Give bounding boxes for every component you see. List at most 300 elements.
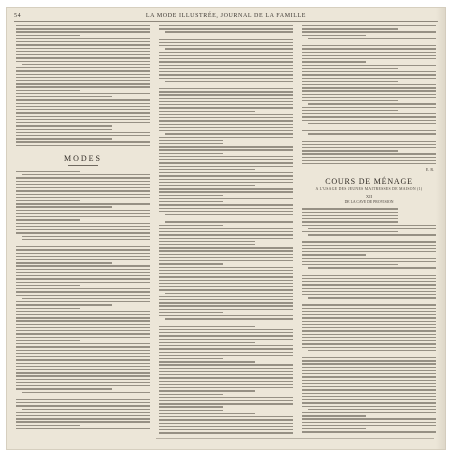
- text-line: [159, 111, 255, 112]
- text-line: [159, 283, 293, 284]
- text-line: [16, 340, 80, 341]
- text-line: [159, 419, 293, 420]
- text-line: [302, 225, 436, 226]
- text-line: [165, 81, 293, 82]
- text-line: [159, 312, 223, 313]
- text-line: [22, 64, 150, 65]
- text-line: [308, 133, 436, 134]
- text-line: [16, 421, 150, 422]
- text-line: [16, 402, 150, 403]
- text-line: [302, 386, 436, 387]
- text-line: [159, 403, 293, 404]
- text-line: [302, 337, 436, 338]
- text-line: [16, 181, 150, 182]
- text-line: [16, 80, 150, 81]
- text-line: [159, 273, 293, 274]
- text-line: [16, 44, 150, 45]
- text-line: [159, 355, 293, 356]
- text-line: [302, 107, 436, 108]
- text-line: [159, 172, 293, 173]
- text-line: [302, 55, 436, 56]
- text-line: [16, 35, 80, 36]
- column-left-text-top: [16, 25, 150, 148]
- text-line: [159, 335, 293, 336]
- text-line: [159, 267, 293, 268]
- text-line: [16, 86, 150, 87]
- text-line: [16, 418, 150, 419]
- text-line: [16, 353, 150, 354]
- text-line: [16, 103, 150, 104]
- text-line: [302, 311, 436, 312]
- text-line: [302, 48, 436, 49]
- text-line: [16, 54, 150, 55]
- text-line: [159, 149, 293, 150]
- text-line: [302, 258, 436, 259]
- text-line: [159, 244, 255, 245]
- text-line: [302, 130, 436, 131]
- text-line: [22, 236, 150, 237]
- text-line: [16, 379, 150, 380]
- text-line: [16, 412, 150, 413]
- text-line: [302, 291, 436, 292]
- text-line: [159, 410, 223, 411]
- text-line: [302, 261, 436, 262]
- text-line: [16, 278, 150, 279]
- text-line: [159, 250, 293, 251]
- text-line: [16, 223, 150, 224]
- text-line: [308, 350, 436, 351]
- text-line: [302, 100, 398, 101]
- text-line: [302, 58, 436, 59]
- text-line: [16, 194, 150, 195]
- text-line: [159, 58, 293, 59]
- text-line: [16, 343, 150, 344]
- text-line: [16, 337, 150, 338]
- text-line: [302, 71, 436, 72]
- text-line: [16, 99, 150, 100]
- text-line: [16, 119, 150, 120]
- text-line: [16, 129, 112, 130]
- text-line: [159, 368, 293, 369]
- text-line: [302, 218, 398, 219]
- running-header: [14, 11, 438, 20]
- text-line: [159, 28, 293, 29]
- text-line: [159, 361, 255, 362]
- text-line: [302, 28, 398, 29]
- text-line: [159, 65, 293, 66]
- text-line: [16, 346, 150, 347]
- text-line: [302, 373, 436, 374]
- text-line: [302, 120, 436, 121]
- text-line: [16, 363, 150, 364]
- text-line: [302, 288, 436, 289]
- text-line: [302, 383, 436, 384]
- text-line: [16, 77, 150, 78]
- text-line: [302, 376, 436, 377]
- text-line: [16, 295, 150, 296]
- text-line: [159, 94, 293, 95]
- text-line: [16, 145, 150, 146]
- text-line: [302, 90, 436, 91]
- text-line: [302, 87, 436, 88]
- text-line: [16, 83, 150, 84]
- text-line: [302, 241, 436, 242]
- text-line: [159, 156, 293, 157]
- text-line: [159, 195, 223, 196]
- text-line: [159, 175, 293, 176]
- text-line: [302, 113, 436, 114]
- text-line: [22, 392, 150, 393]
- text-line: [159, 185, 255, 186]
- text-line: [16, 388, 112, 389]
- text-line: [302, 61, 366, 62]
- text-line: [302, 284, 436, 285]
- text-line: [159, 88, 293, 89]
- text-line: [159, 42, 293, 43]
- text-line: [159, 208, 293, 209]
- text-line: [16, 399, 150, 400]
- text-line: [16, 272, 150, 273]
- text-line: [159, 374, 293, 375]
- text-line: [159, 191, 293, 192]
- text-line: [16, 109, 150, 110]
- text-line: [165, 214, 293, 215]
- column-left: [16, 25, 150, 434]
- text-line: [165, 133, 293, 134]
- cours-subheading: A L'USAGE DES JEUNES MAITRESSES DE MAISON (1): [315, 187, 423, 192]
- text-line: [16, 330, 150, 331]
- text-line: [302, 425, 436, 426]
- text-line: [159, 280, 293, 281]
- text-line: [16, 350, 150, 351]
- text-line: [16, 96, 112, 97]
- text-line: [159, 159, 293, 160]
- column-right-text-bottom: [302, 208, 436, 434]
- text-line: [16, 372, 150, 373]
- text-line: [302, 68, 398, 69]
- text-line: [16, 301, 150, 302]
- text-line: [159, 432, 293, 433]
- text-line: [159, 166, 293, 167]
- text-line: [159, 429, 293, 430]
- text-line: [159, 98, 293, 99]
- text-line: [302, 347, 436, 348]
- text-line: [159, 211, 293, 212]
- text-line: [302, 431, 436, 432]
- text-line: [16, 333, 150, 334]
- text-line: [302, 110, 398, 111]
- text-line: [159, 153, 223, 154]
- text-line: [159, 381, 293, 382]
- text-line: [159, 390, 255, 391]
- text-line: [159, 238, 293, 239]
- text-line: [159, 377, 293, 378]
- text-line: [302, 231, 398, 232]
- text-line: [16, 285, 80, 286]
- text-line: [302, 254, 366, 255]
- text-line: [16, 190, 150, 191]
- header-rule: [14, 21, 438, 22]
- text-line: [16, 359, 150, 360]
- text-line: [159, 39, 293, 40]
- text-line: [16, 171, 80, 172]
- text-line: [302, 212, 398, 213]
- text-line: [16, 132, 150, 133]
- text-line: [302, 144, 436, 145]
- text-line: [22, 174, 150, 175]
- text-line: [16, 61, 150, 62]
- newspaper-page: [6, 7, 446, 450]
- text-line: [16, 210, 150, 211]
- text-line: [159, 169, 255, 170]
- text-line: [159, 162, 293, 163]
- text-line: [302, 147, 436, 148]
- text-line: [159, 52, 293, 53]
- text-line: [302, 304, 436, 305]
- text-line: [159, 358, 223, 359]
- text-line: [302, 97, 436, 98]
- text-line: [159, 384, 293, 385]
- text-line: [302, 343, 436, 344]
- text-line: [302, 399, 436, 400]
- text-line: [159, 68, 293, 69]
- text-line: [302, 412, 436, 413]
- text-line: [159, 146, 293, 147]
- text-line: [302, 380, 436, 381]
- text-line: [159, 426, 293, 427]
- text-line: [159, 127, 293, 128]
- text-line: [302, 357, 436, 358]
- text-line: [302, 78, 436, 79]
- text-line: [302, 314, 436, 315]
- text-line: [16, 90, 80, 91]
- text-line: [16, 216, 150, 217]
- text-line: [302, 52, 436, 53]
- text-line: [302, 81, 398, 82]
- text-line: [302, 327, 436, 328]
- text-line: [16, 67, 150, 68]
- text-line: [302, 422, 436, 423]
- text-line: [159, 387, 293, 388]
- text-line: [16, 177, 150, 178]
- text-line: [165, 318, 293, 319]
- text-line: [302, 94, 436, 95]
- text-line: [159, 286, 293, 287]
- text-line: [159, 130, 293, 131]
- text-line: [16, 229, 150, 230]
- text-line: [16, 200, 80, 201]
- text-line: [16, 51, 150, 52]
- text-line: [159, 114, 293, 115]
- text-line: [302, 370, 436, 371]
- text-line: [302, 35, 366, 36]
- text-line: [16, 232, 150, 233]
- text-line: [308, 297, 436, 298]
- text-line: [16, 265, 150, 266]
- running-title: LA MODE ILLUSTRÉE, JOURNAL DE LA FAMILLE: [145, 12, 307, 19]
- text-line: [16, 259, 150, 260]
- text-line: [159, 289, 293, 290]
- text-line: [159, 423, 293, 424]
- text-line: [308, 228, 436, 229]
- text-line: [302, 396, 436, 397]
- text-line: [159, 45, 293, 46]
- text-line: [159, 394, 223, 395]
- text-line: [159, 55, 293, 56]
- text-line: [16, 262, 112, 263]
- text-line: [302, 116, 436, 117]
- text-line: [302, 360, 436, 361]
- text-line: [16, 269, 150, 270]
- text-line: [159, 61, 293, 62]
- text-line: [159, 247, 293, 248]
- column-right-text-top: [302, 25, 436, 166]
- text-line: [159, 234, 293, 235]
- text-line: [308, 267, 436, 268]
- text-line: [16, 275, 150, 276]
- text-line: [16, 25, 150, 26]
- text-line: [159, 78, 293, 79]
- text-line: [302, 317, 436, 318]
- text-line: [159, 270, 293, 271]
- article-signature: E. R.: [425, 167, 434, 173]
- text-line: [16, 317, 150, 318]
- text-line: [16, 116, 150, 117]
- text-line: [16, 314, 150, 315]
- text-line: [159, 91, 293, 92]
- text-line: [16, 70, 150, 71]
- column-middle-text: [159, 25, 293, 434]
- text-line: [16, 304, 112, 305]
- text-line: [16, 324, 150, 325]
- text-line: [159, 201, 223, 202]
- text-line: [302, 402, 436, 403]
- text-line: [159, 179, 293, 180]
- text-line: [159, 204, 293, 205]
- text-line: [302, 160, 436, 161]
- text-line: [159, 413, 255, 414]
- text-line: [16, 356, 150, 357]
- text-line: [159, 400, 293, 401]
- text-line: [159, 257, 293, 258]
- text-line: [16, 93, 150, 94]
- text-line: [159, 305, 293, 306]
- text-line: [159, 348, 293, 349]
- text-line: [16, 375, 150, 376]
- column-left-text-bottom: [16, 171, 150, 431]
- text-line: [302, 321, 436, 322]
- text-line: [16, 405, 150, 406]
- text-line: [308, 234, 436, 235]
- text-line: [16, 327, 150, 328]
- modes-heading: MODES: [63, 153, 102, 163]
- text-line: [16, 141, 150, 142]
- text-line: [16, 369, 150, 370]
- text-line: [159, 188, 293, 189]
- text-line: [16, 106, 150, 107]
- text-line: [302, 157, 436, 158]
- text-line: [159, 140, 223, 141]
- text-line: [159, 406, 223, 407]
- text-line: [159, 231, 293, 232]
- text-line: [302, 308, 436, 309]
- text-line: [22, 298, 150, 299]
- text-line: [308, 38, 436, 39]
- text-line: [22, 409, 150, 410]
- text-line: [308, 123, 436, 124]
- text-line: [159, 182, 293, 183]
- text-columns: [16, 25, 436, 434]
- text-line: [302, 163, 436, 164]
- footer-rule: [156, 438, 434, 444]
- cours-section-heading: DE LA CAVE DE PROVISION: [344, 200, 394, 205]
- text-line: [302, 248, 436, 249]
- text-line: [302, 275, 436, 276]
- text-line: [159, 302, 293, 303]
- text-line: [165, 293, 293, 294]
- text-line: [302, 393, 436, 394]
- text-line: [16, 41, 150, 42]
- text-line: [302, 74, 436, 75]
- text-line: [16, 38, 150, 39]
- text-line: [302, 25, 436, 26]
- text-line: [159, 352, 293, 353]
- text-line: [16, 213, 150, 214]
- text-line: [16, 125, 112, 126]
- page-number: 54: [14, 12, 22, 19]
- text-line: [16, 31, 150, 32]
- text-line: [302, 221, 398, 222]
- text-line: [302, 208, 398, 209]
- column-middle: [159, 25, 293, 434]
- text-line: [159, 345, 293, 346]
- text-line: [16, 249, 150, 250]
- text-line: [16, 320, 150, 321]
- text-line: [302, 367, 436, 368]
- cours-number: XII: [365, 194, 373, 200]
- text-line: [16, 385, 150, 386]
- text-line: [302, 415, 366, 416]
- text-line: [302, 330, 436, 331]
- text-line: [16, 219, 80, 220]
- text-line: [159, 309, 293, 310]
- text-line: [302, 65, 436, 66]
- text-line: [16, 415, 150, 416]
- text-line: [16, 382, 150, 383]
- text-line: [16, 311, 150, 312]
- text-line: [16, 288, 150, 289]
- text-line: [302, 294, 436, 295]
- text-line: [159, 315, 293, 316]
- text-line: [16, 138, 112, 139]
- text-line: [159, 25, 293, 26]
- text-line: [302, 278, 436, 279]
- text-line: [308, 103, 436, 104]
- text-line: [159, 299, 293, 300]
- text-line: [16, 187, 150, 188]
- text-line: [159, 364, 293, 365]
- text-line: [16, 291, 150, 292]
- text-line: [159, 104, 293, 105]
- text-line: [302, 251, 436, 252]
- text-line: [302, 363, 436, 364]
- text-line: [165, 48, 293, 49]
- text-line: [165, 221, 293, 222]
- text-line: [308, 409, 436, 410]
- text-line: [159, 101, 293, 102]
- text-line: [159, 71, 293, 72]
- text-line: [159, 332, 293, 333]
